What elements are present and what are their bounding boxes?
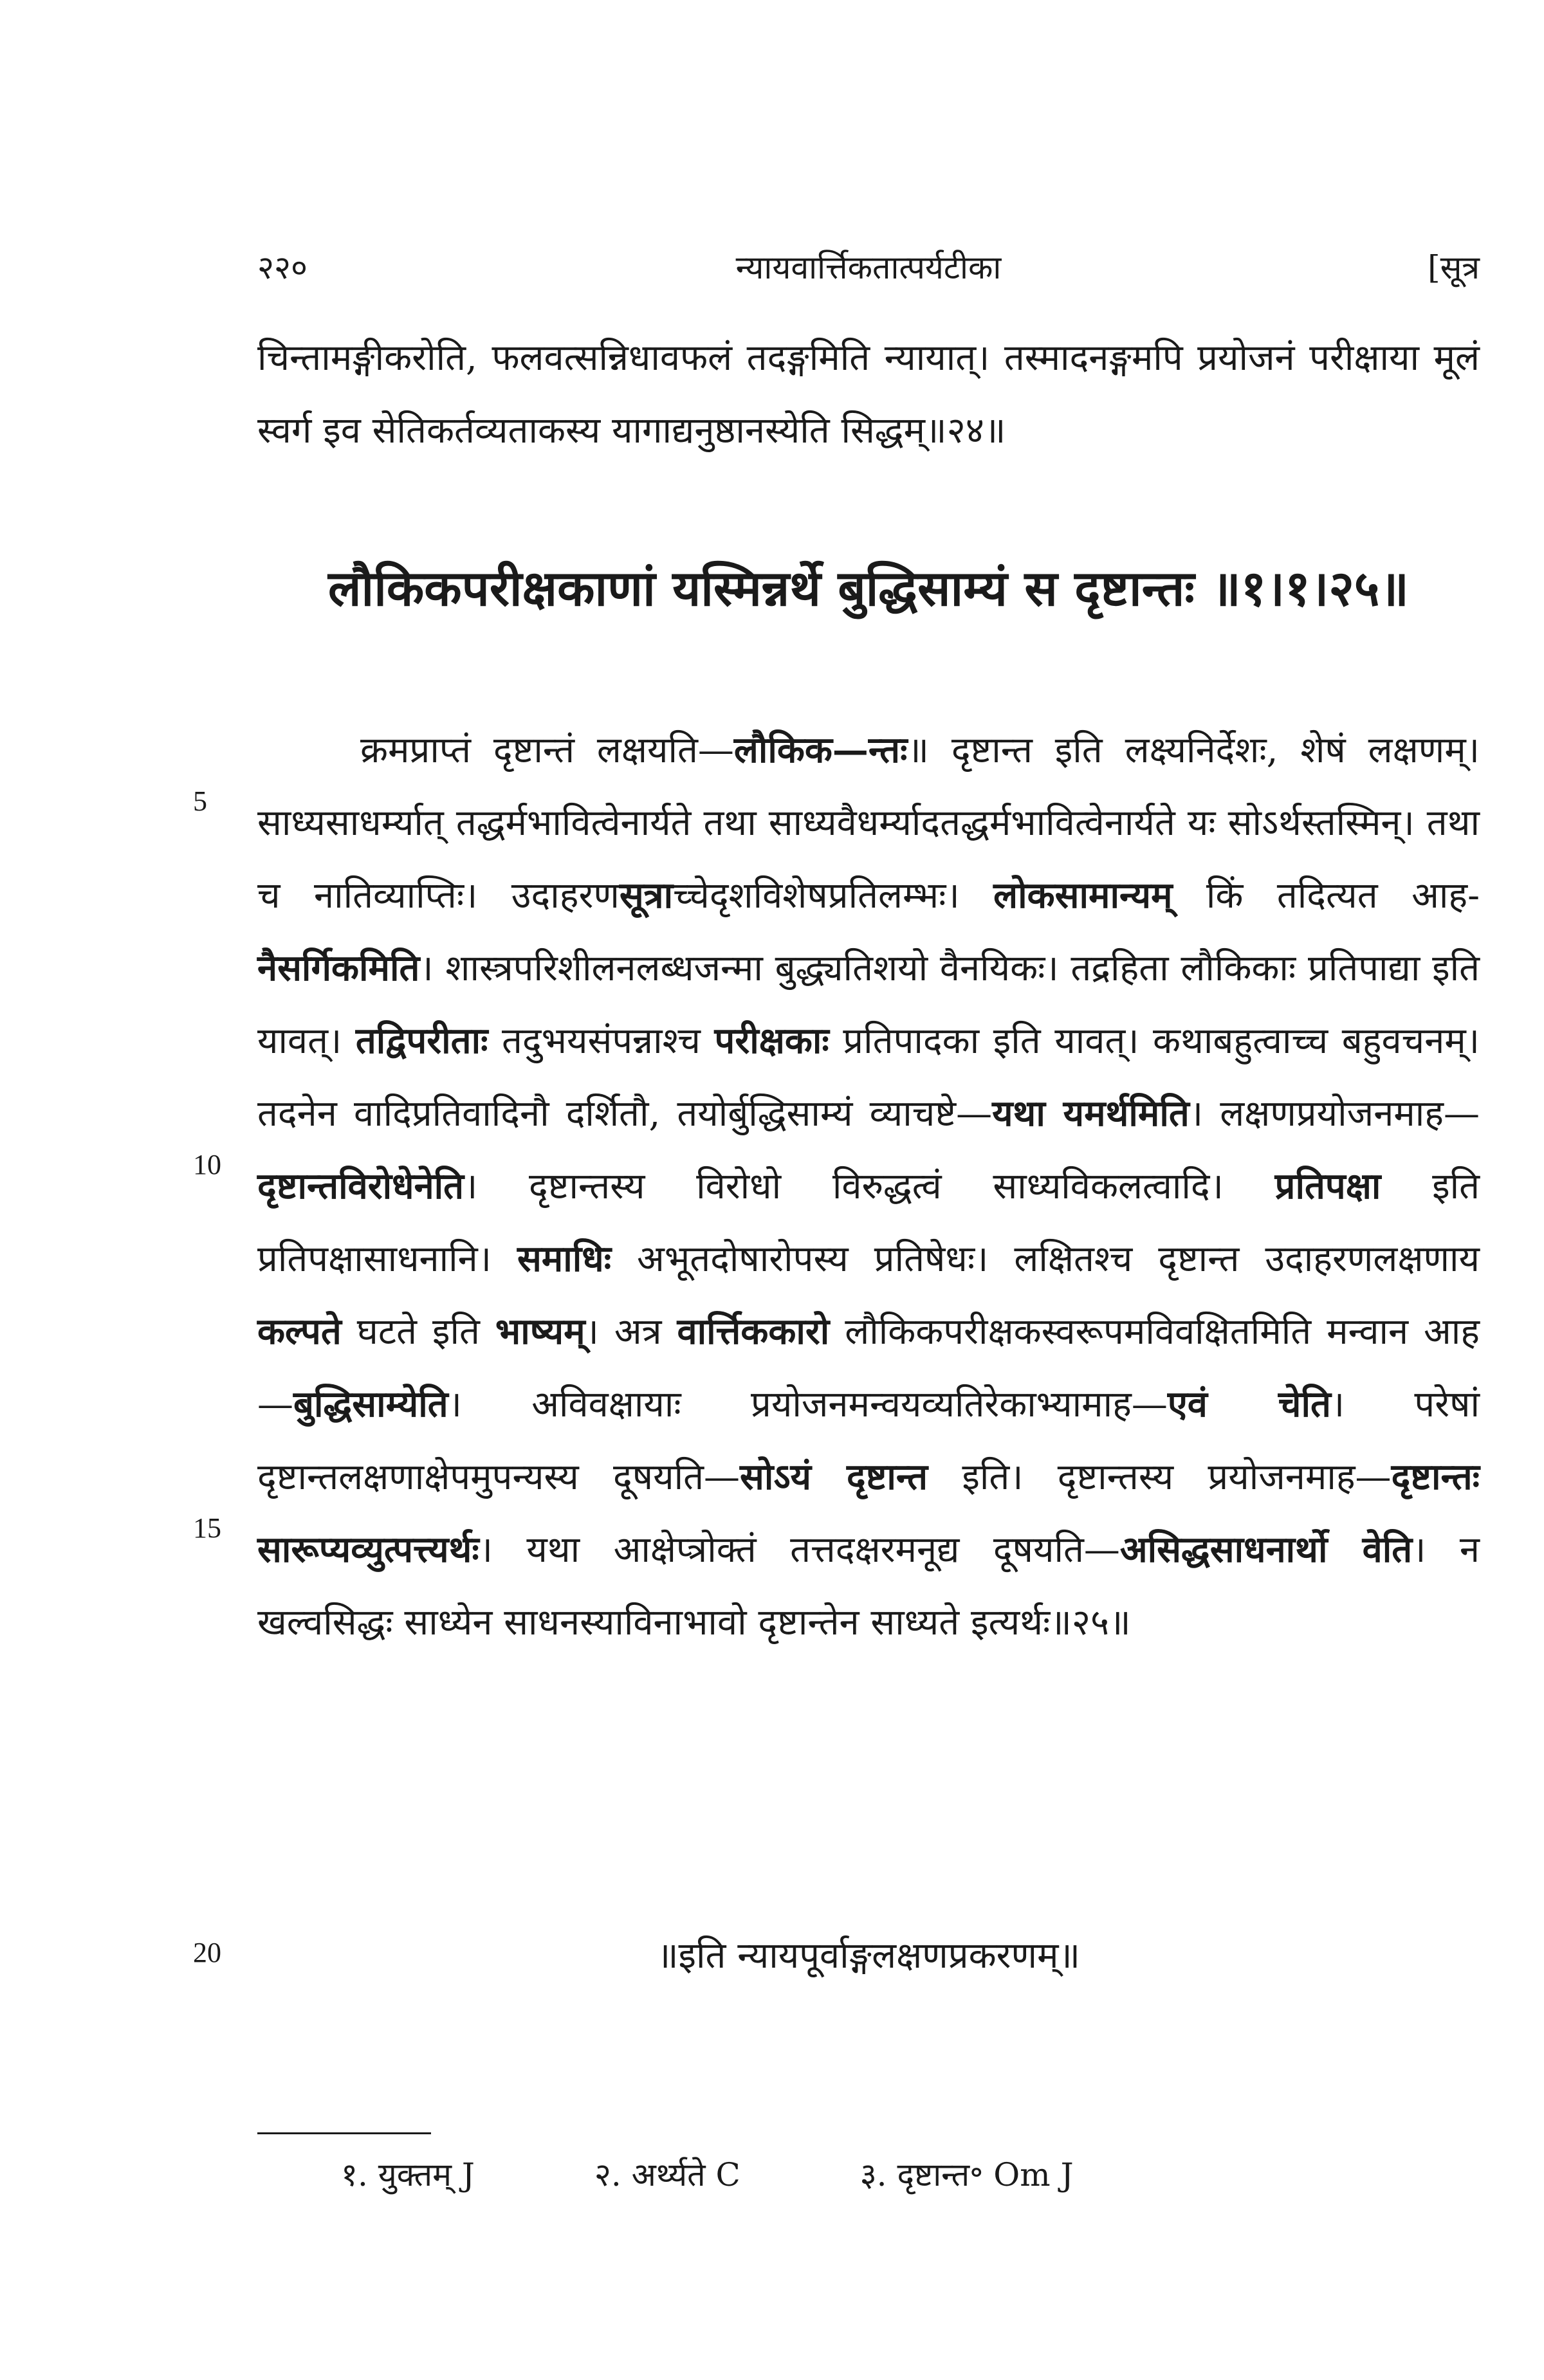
commentary-text: अभूतदोषारोपस्य प्रतिषेधः। लक्षितश्च दृष्टान्त उदाहरणलक्षणाय [611,1238,1480,1280]
line-number-20: 20 [193,1937,221,1968]
commentary-text: लौकिकपरीक्षकस्वरूपमविवक्षितमिति मन्वान आह— [257,1311,1480,1425]
commentary-text: । अविवक्षायाः प्रयोजनमन्वयव्यतिरेकाभ्यामाह— [448,1384,1168,1425]
commentary-text: क्रमप्राप्तं दृष्टान्तं लक्षयति— [360,729,734,771]
commentary-text: घटते इति [341,1311,495,1353]
sutra-verse: लौकिकपरीक्षकाणां यस्मिन्नर्थे बुद्धिसाम्यं स दृष्टान्तः ॥१।१।२५॥ [328,560,1409,617]
commentary-text: । यथा आक्षेप्त्रोक्तं तत्तदक्षरमनूद्य दूषयति— [479,1529,1120,1571]
colophon: ॥इति न्यायपूर्वाङ्गलक्षणप्रकरणम्॥ [656,1935,1081,1977]
bold-term: असिद्धसाधनार्थो वेति [1119,1528,1413,1571]
line-number-5: 5 [193,785,207,817]
footnote-2: २. अर्थ्यते C [594,2156,740,2193]
running-title: न्यायवार्त्तिकतात्पर्यटीका [735,249,1002,286]
commentary-text: ॥ दृष्टान्त इति लक्ष्यनिर्देशः, शेषं लक्षणम्। साध्यसाधर्म्यात् तद्धर्मभावित्वेनार्यते तथा साध्यवैधर्म्यादतद्धर्मभावित्वेनार्यते यः सोऽर्थस्तस्मिन्। तथा च नातिव्याप्तिः। उदाहरण [257,729,1480,917]
line-number-10: 10 [193,1149,221,1180]
bold-term: बुद्धिसाम्येति [293,1383,448,1425]
bold-term: तद्विपरीताः [355,1020,488,1062]
bold-term: कल्पते [257,1310,342,1353]
commentary-text: च्चेदृशविशेषप्रतिलम्भः। [673,875,994,917]
footnote-3: ३. दृष्टान्त॰ Om J [859,2156,1074,2193]
bold-term: दृष्टान्तः सारूप्यव्युत्पत्त्यर्थः [257,1456,1480,1571]
bold-term: यथा यमर्थमिति [992,1092,1190,1135]
footnote-divider [257,2132,431,2134]
commentary-text: इति। दृष्टान्तस्य प्रयोजनमाह— [928,1456,1392,1498]
bold-term: परीक्षकाः [714,1020,829,1062]
commentary-text: । न खल्वसिद्धः साध्येन साधनस्याविनाभावो दृष्टान्तेन साध्यते इत्यर्थः॥२५॥ [257,1529,1480,1643]
footnotes [341,2152,1435,2195]
bold-term: एवं चेति [1167,1383,1331,1425]
line-number-15: 15 [193,1512,221,1544]
commentary-text: । परेषां दृष्टान्तलक्षणाक्षेपमुपन्यस्य दूषयति— [257,1384,1480,1498]
page-number: २२० [257,249,308,286]
bold-term: भाष्यम् [495,1310,585,1353]
commentary-text: । शास्त्रपरिशीलनलब्धजन्मा बुद्ध्यतिशयो वैनयिकः। तद्रहिता लौकिकाः प्रतिपाद्या इति यावत्। [257,947,1480,1062]
section-marker: [सूत्र [1428,249,1480,286]
commentary-block [257,714,1480,1659]
bold-term: लोकसामान्यम् [993,874,1173,917]
bold-term: प्रतिपक्षा [1274,1165,1381,1207]
bold-term: सोऽयं दृष्टान्त [740,1456,928,1498]
closing-paragraph: चिन्तामङ्गीकरोति, फलवत्सन्निधावफलं तदङ्गमिति न्यायात्। तस्मादनङ्गमपि प्रयोजनं परीक्षाया मूलं स्वर्ग इव सेतिकर्तव्यताकस्य यागाद्यनुष्ठानस्येति सिद्धम्॥२४॥ [257,337,1480,452]
commentary-text: । लक्षणप्रयोजनमाह— [1189,1093,1480,1135]
commentary-text: । दृष्टान्तस्य विरोधो विरुद्धत्वं साध्यविकलत्वादि। [464,1166,1275,1207]
bold-term: नैसर्गिकमिति [257,947,420,989]
commentary-text: । अत्र [585,1311,677,1353]
running-header [257,244,1480,302]
bold-term: वार्त्तिककारो [677,1310,830,1353]
footnote-1: १. युक्तम् J [341,2156,475,2193]
commentary-text: किं तदित्यत आह- [1172,875,1480,917]
commentary-paragraph [257,714,1480,1659]
commentary-text: तदुभयसंपन्नाश्च [488,1020,715,1062]
bold-term: दृष्टान्तविरोधेनेति [257,1165,464,1207]
bold-term: लौकिक—न्तः [733,729,908,771]
commentary-text: प्रतिपादका इति यावत्। कथाबहुत्वाच्च बहुवचनम्। तदनेन वादिप्रतिवादिनौ दर्शितौ, तयोर्बुद्धिसाम्यं व्याचष्टे— [257,1020,1480,1135]
commentary-text: इति प्रतिपक्षासाधनानि। [257,1166,1480,1280]
bold-term: सूत्रा [619,874,674,917]
bold-term: समाधिः [517,1238,612,1280]
